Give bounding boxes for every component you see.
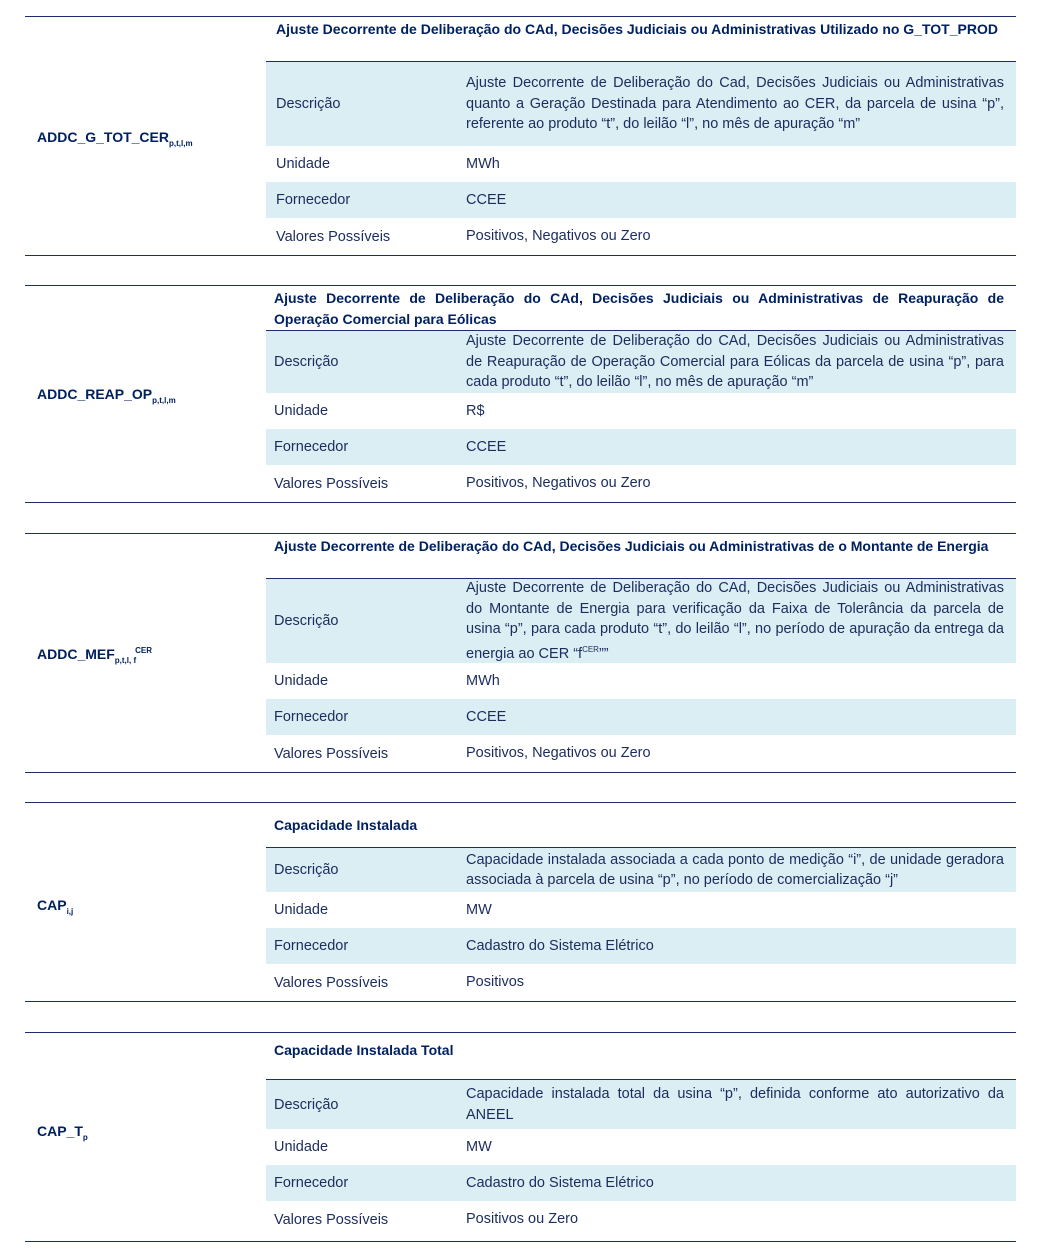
- value-valores: Positivos, Negativos ou Zero: [466, 228, 651, 245]
- value-descricao: Capacidade instalada associada a cada ponto de medição “i”, de unidade geradora associada à parcela de usina “p”, no período de comercialização “j”: [466, 851, 1004, 888]
- label-valores: Valores Possíveis: [274, 745, 389, 762]
- label-descricao: Descrição: [274, 613, 339, 629]
- variable-block-cap: [25, 802, 1016, 1002]
- value-unidade: MWh: [466, 672, 500, 689]
- variable-title: Capacidade Instalada Total: [274, 1042, 454, 1058]
- variable-code: $CAP\_T_p$: [37, 1123, 88, 1142]
- row-descricao: [266, 330, 1016, 393]
- value-descricao: Ajuste Decorrente de Deliberação do CAd, Decisões Judiciais ou Administrativas do Montante de Energia para verificação da Faixa de Tolerância da parcela de usina “p”, para cada produto “t”, do leilão “l”, no período de apuração da entrega da energia ao CER “$f^{CER}$””: [466, 580, 1004, 662]
- row-valores: [266, 1201, 1016, 1238]
- label-descricao: Descrição: [274, 862, 339, 878]
- row-unidade: [266, 892, 1016, 928]
- row-valores: [266, 964, 1016, 1001]
- row-descricao: [266, 578, 1016, 663]
- row-unidade: [266, 663, 1016, 699]
- variable-block-addc-mef: [25, 533, 1016, 773]
- label-descricao: Descrição: [274, 1096, 339, 1113]
- row-fornecedor: [266, 1165, 1016, 1201]
- label-unidade: Unidade: [274, 673, 329, 689]
- label-fornecedor: Fornecedor: [274, 439, 349, 455]
- value-unidade: MW: [466, 1138, 492, 1155]
- row-fornecedor: [266, 699, 1016, 735]
- label-unidade: Unidade: [274, 1139, 329, 1155]
- row-fornecedor: [266, 429, 1016, 465]
- label-fornecedor: Fornecedor: [274, 709, 349, 725]
- label-fornecedor: Fornecedor: [274, 1175, 349, 1191]
- label-unidade: Unidade: [274, 403, 329, 419]
- value-unidade: MWh: [466, 155, 500, 172]
- variable-block-addc-g-tot-cer: [25, 16, 1016, 256]
- value-valores: Positivos ou Zero: [466, 1211, 579, 1228]
- variable-title: Ajuste Decorrente de Deliberação do CAd, Decisões Judiciais ou Administrativas de Reapuração de Operação Comercial para Eólicas: [274, 290, 1004, 327]
- value-fornecedor: Cadastro do Sistema Elétrico: [466, 1174, 654, 1191]
- label-fornecedor: Fornecedor: [276, 192, 351, 208]
- variable-block-cap-t: [25, 1032, 1016, 1242]
- label-valores: Valores Possíveis: [274, 475, 389, 492]
- value-valores: Positivos, Negativos ou Zero: [466, 475, 651, 492]
- row-unidade: [266, 146, 1016, 182]
- label-descricao: Descrição: [274, 354, 339, 370]
- variable-block-addc-reap-op: [25, 285, 1016, 503]
- value-descricao: Ajuste Decorrente de Deliberação do CAd, Decisões Judiciais ou Administrativas de Reapuração de Operação Comercial para Eólicas da parcela de usina “p”, para cada produto “t”, do leilão “l”, no mês de apuração “m”: [466, 333, 1004, 391]
- variable-title: Capacidade Instalada: [274, 817, 418, 833]
- value-fornecedor: CCEE: [466, 708, 507, 725]
- row-fornecedor: [266, 928, 1016, 964]
- label-valores: Valores Possíveis: [276, 228, 391, 245]
- label-valores: Valores Possíveis: [274, 974, 389, 991]
- value-unidade: R$: [466, 402, 485, 419]
- row-valores: [266, 465, 1016, 502]
- variable-code: $ADDC\_MEF_{p,t,l, f}^{CER}$: [37, 646, 152, 665]
- value-valores: Positivos: [466, 974, 525, 991]
- value-fornecedor: CCEE: [466, 438, 507, 455]
- variable-title: Ajuste Decorrente de Deliberação do CAd, Decisões Judiciais ou Administrativas Utilizado no G_TOT_PROD: [276, 21, 998, 37]
- label-valores: Valores Possíveis: [274, 1211, 389, 1228]
- row-fornecedor: [266, 182, 1016, 218]
- row-valores: [266, 735, 1016, 772]
- label-unidade: Unidade: [276, 156, 331, 172]
- variable-code: $CAP_{i,j}$: [37, 897, 74, 916]
- row-unidade: [266, 393, 1016, 429]
- row-descricao: [266, 1079, 1016, 1129]
- row-descricao: [266, 61, 1016, 146]
- row-descricao: [266, 847, 1016, 892]
- label-fornecedor: Fornecedor: [274, 938, 349, 954]
- row-valores: [266, 218, 1016, 255]
- value-unidade: MW: [466, 901, 492, 918]
- value-valores: Positivos, Negativos ou Zero: [466, 745, 651, 762]
- variable-code: $ADDC\_REAP\_OP_{p,t,l,m}$: [37, 386, 176, 405]
- value-descricao: Ajuste Decorrente de Deliberação do Cad, Decisões Judiciais ou Administrativas quanto a Geração Destinada para Atendimento ao CER, da parcela de usina “p”, referente ao produto “t”, do leilão “l”, no mês de apuração “m”: [466, 75, 1004, 133]
- variable-code: $ADDC\_G\_TOT\_CER_{p,t,l,m}$: [37, 129, 193, 148]
- value-fornecedor: CCEE: [466, 191, 507, 208]
- variable-title: Ajuste Decorrente de Deliberação do CAd, Decisões Judiciais ou Administrativas de o Montante de Energia: [274, 538, 989, 554]
- label-descricao: Descrição: [276, 96, 341, 112]
- label-unidade: Unidade: [274, 902, 329, 918]
- value-descricao: Capacidade instalada total da usina “p”, definida conforme ato autorizativo da ANEEL: [466, 1086, 1004, 1123]
- row-unidade: [266, 1129, 1016, 1165]
- value-fornecedor: Cadastro do Sistema Elétrico: [466, 937, 654, 954]
